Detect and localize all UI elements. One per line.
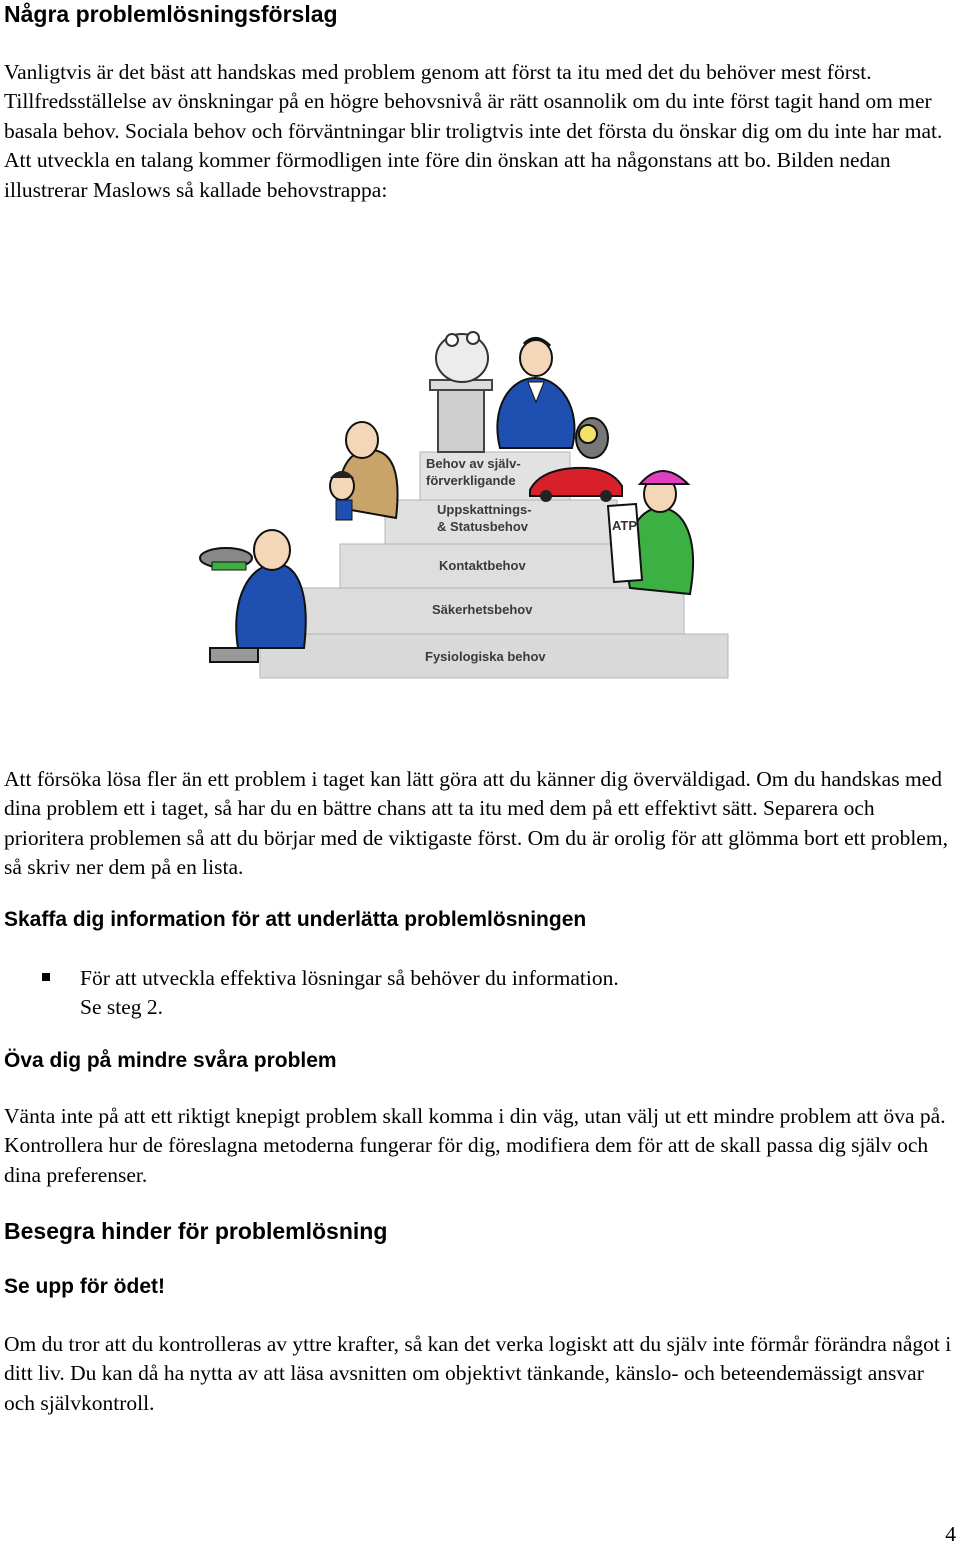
section-title-practice: Öva dig på mindre svåra problem (4, 1049, 337, 1072)
section-title-problem-solving: Några problemlösningsförslag (4, 1, 338, 27)
maslow-staircase-illustration (190, 318, 732, 680)
man-eating-fish (200, 530, 306, 662)
step-label-3: Kontaktbehov (439, 558, 526, 573)
man-holding-child (330, 422, 398, 520)
step-label-2: Säkerhetsbehov (432, 602, 533, 617)
intro-paragraph: Vanligtvis är det bäst att handskas med problem genom att först ta itu med det du behöver mest först. Tillfredsställelse av önskningar på en högre behovsnivå är rätt osannolik om du inte först tagit hand om mer basala behov. Sociala behov och förväntningar blir troligtvis inte det första du önskar dig om du inte har mat. Att utveckla en talang kommer förmodligen inte före din önskan att ha någonstans att bo. Bilden nedan illustrerar Maslows så kallade behovstrappa: (4, 60, 943, 202)
bullet-square-icon (42, 973, 50, 981)
practice-paragraph: Vänta inte på att ett riktigt knepigt problem skall komma i din väg, utan välj ut ett mindre problem att öva på. Kontrollera hur de föreslagna metoderna fungerar för dig, modifiera dem för att de skall passa dig själv och dina preferenser. (4, 1104, 946, 1187)
man-blue-coat (497, 338, 574, 448)
bullet-line-1: För att utveckla effektiva lösningar så behöver du information. (80, 966, 619, 990)
section-title-fate: Se upp för ödet! (4, 1275, 165, 1298)
step-label-4a: Uppskattnings- (437, 502, 532, 517)
step-label-1: Fysiologiska behov (425, 649, 546, 664)
section-title-obstacles: Besegra hinder för problemlösning (4, 1218, 388, 1244)
step-label-5b: förverkligande (426, 473, 516, 488)
fate-paragraph: Om du tror att du kontrolleras av yttre krafter, så kan det verka logiskt att du själv inte förmår förändra något i ditt liv. Du kan då ha nytta av att läsa avsnitten om objektivt tänkande, känslo- och beteendemässigt ansvar och självkontroll. (4, 1332, 952, 1415)
page-number: 4 (945, 1522, 956, 1546)
bullet-line-2: Se steg 2. (80, 995, 164, 1020)
bust-on-pedestal (430, 332, 492, 452)
man-with-bird-head (576, 418, 608, 458)
step-label-4b: & Statusbehov (437, 519, 529, 534)
section-title-information: Skaffa dig information för att underlätta problemlösningen (4, 908, 587, 931)
bullet-item (80, 964, 619, 1023)
after-figure-paragraph: Att försöka lösa fler än ett problem i taget kan lätt göra att du känner dig överväldigad. Om du handskas med dina problem ett i taget, så har du en bättre chans att ta itu med dem på ett effektivt sätt. Separera och prioritera problemen så att du börjar med de viktigaste först. Om du är orolig för att glömma bort ett problem, så skriv ner dem på en lista. (4, 767, 948, 880)
atp-paper-label: ATP (612, 518, 638, 533)
step-label-5a: Behov av själv- (426, 456, 521, 471)
